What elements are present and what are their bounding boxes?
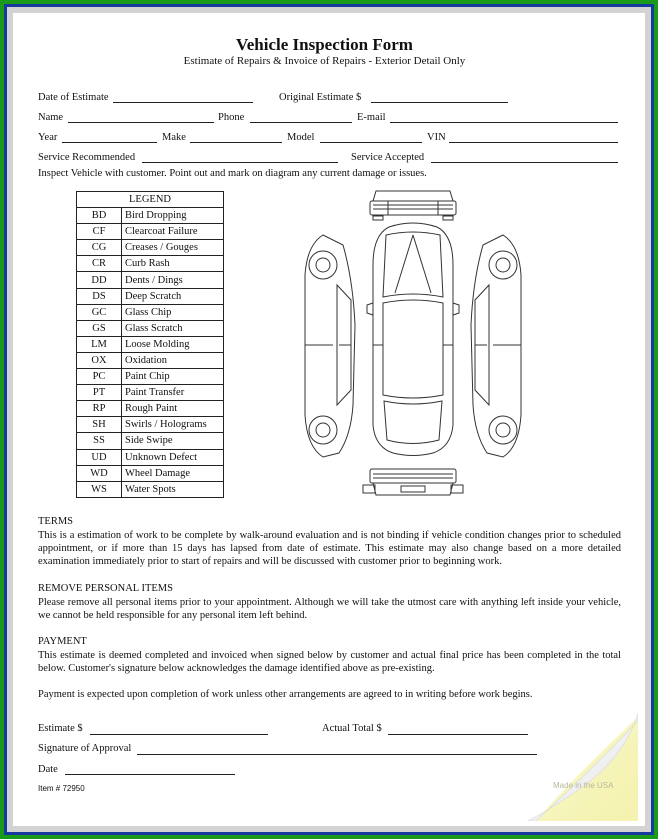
car-front-view xyxy=(370,191,456,220)
legend-code: SH xyxy=(77,417,122,433)
legend-row xyxy=(77,449,224,465)
legend-desc: Unknown Defect xyxy=(122,449,224,465)
legend-row xyxy=(77,224,224,240)
remove-items-heading: REMOVE PERSONAL ITEMS xyxy=(38,583,173,594)
original-estimate-field[interactable] xyxy=(371,102,508,103)
legend-code: WD xyxy=(77,465,122,481)
payment-note: Payment is expected upon completion of work unless other arrangements are agreed to in writing before work begins. xyxy=(38,689,533,700)
car-top-view xyxy=(367,223,459,456)
terms-text: This is a estimation of work to be complete by walk-around evaluation and is not binding if vehicle condition changes prior to scheduled appointment, or if more than 15 days has lapsed from date of estimate. This estimate may also change based on a more detailed examination immediately prior to start of repairs and will be discussed with customer prior to beginning work. xyxy=(38,530,621,568)
actual-total-field[interactable] xyxy=(388,734,528,735)
year-label: Year xyxy=(38,132,58,143)
email-label: E-mail xyxy=(357,112,386,123)
vin-label: VIN xyxy=(427,132,446,143)
legend-code: SS xyxy=(77,433,122,449)
actual-total-label: Actual Total $ xyxy=(322,723,382,734)
legend-desc: Paint Transfer xyxy=(122,385,224,401)
legend-table xyxy=(76,191,224,498)
legend-code: CR xyxy=(77,256,122,272)
legend-desc: Loose Molding xyxy=(122,336,224,352)
legend-desc: Glass Chip xyxy=(122,304,224,320)
service-recommended-label: Service Recommended xyxy=(38,152,136,163)
payment-text: This estimate is deemed completed and invoiced when signed below by customer and actual final price has been completed in the total below. Customer's signature below acknowledges the damage identified above as pre-existing. xyxy=(38,650,621,675)
date-of-estimate-label: Date of Estimate xyxy=(38,92,109,103)
legend-code: LM xyxy=(77,336,122,352)
year-field[interactable] xyxy=(62,142,157,143)
legend-desc: Deep Scratch xyxy=(122,288,224,304)
legend-code: CG xyxy=(77,240,122,256)
form-subtitle: Estimate of Repairs & Invoice of Repairs - Exterior Detail Only xyxy=(183,55,466,67)
legend-row xyxy=(77,417,224,433)
legend-desc: Oxidation xyxy=(122,352,224,368)
legend-desc: Bird Dropping xyxy=(122,208,224,224)
legend-desc: Curb Rash xyxy=(122,256,224,272)
service-accepted-label: Service Accepted xyxy=(351,152,425,163)
legend-row xyxy=(77,336,224,352)
make-label: Make xyxy=(162,132,186,143)
legend-row xyxy=(77,465,224,481)
item-number: Item # 72950 xyxy=(38,784,85,793)
legend-row xyxy=(77,304,224,320)
form-title: Vehicle Inspection Form xyxy=(236,35,413,54)
name-label: Name xyxy=(38,112,64,123)
legend-row xyxy=(77,208,224,224)
legend-desc: Creases / Gouges xyxy=(122,240,224,256)
inspect-instruction: Inspect Vehicle with customer. Point out and mark on diagram any current damage or issues. xyxy=(38,168,427,179)
vin-field[interactable] xyxy=(449,142,618,143)
legend-code: OX xyxy=(77,352,122,368)
legend-code: DD xyxy=(77,272,122,288)
service-recommended-field[interactable] xyxy=(142,162,338,163)
legend-row xyxy=(77,320,224,336)
legend-desc: Paint Chip xyxy=(122,369,224,385)
legend-desc: Dents / Dings xyxy=(122,272,224,288)
legend-row xyxy=(77,369,224,385)
date-of-estimate-field[interactable] xyxy=(113,102,253,103)
legend-row xyxy=(77,240,224,256)
car-left-side-view xyxy=(305,235,355,457)
legend-code: CF xyxy=(77,224,122,240)
legend-desc: Side Swipe xyxy=(122,433,224,449)
estimate-label: Estimate $ xyxy=(38,723,83,734)
legend-title: LEGEND xyxy=(77,192,224,208)
legend-code: UD xyxy=(77,449,122,465)
car-rear-view xyxy=(363,469,463,495)
legend-row xyxy=(77,433,224,449)
legend-desc: Glass Scratch xyxy=(122,320,224,336)
form-page xyxy=(13,13,636,819)
remove-items-text: Please remove all personal items prior to your appointment. Although we will take the utmost care with anything left inside your vehicle, we cannot be held responsible for any personal item left behind. xyxy=(38,597,621,622)
legend-row xyxy=(77,256,224,272)
make-field[interactable] xyxy=(190,142,282,143)
legend-row xyxy=(77,385,224,401)
legend-code: RP xyxy=(77,401,122,417)
payment-heading: PAYMENT xyxy=(38,636,87,647)
legend-desc: Wheel Damage xyxy=(122,465,224,481)
car-damage-diagram[interactable] xyxy=(293,185,533,505)
date-label: Date xyxy=(38,764,58,775)
legend-desc: Swirls / Holograms xyxy=(122,417,224,433)
page-curl-copies xyxy=(528,713,638,821)
legend-desc: Clearcoat Failure xyxy=(122,224,224,240)
legend-code: GC xyxy=(77,304,122,320)
date-field[interactable] xyxy=(65,774,235,775)
made-in-usa-text: Made in the USA xyxy=(553,781,614,790)
email-field[interactable] xyxy=(390,122,618,123)
signature-label: Signature of Approval xyxy=(38,743,132,754)
legend-row xyxy=(77,481,224,497)
legend-code: GS xyxy=(77,320,122,336)
estimate-field[interactable] xyxy=(90,734,268,735)
phone-label: Phone xyxy=(218,112,245,123)
legend-desc: Water Spots xyxy=(122,481,224,497)
car-right-side-view xyxy=(471,235,521,457)
original-estimate-label: Original Estimate $ xyxy=(279,92,362,103)
model-label: Model xyxy=(287,132,315,143)
legend-row xyxy=(77,272,224,288)
legend-row xyxy=(77,401,224,417)
signature-field[interactable] xyxy=(137,754,537,755)
legend-row xyxy=(77,352,224,368)
service-accepted-field[interactable] xyxy=(431,162,618,163)
terms-heading: TERMS xyxy=(38,516,74,527)
model-field[interactable] xyxy=(320,142,422,143)
legend-code: PT xyxy=(77,385,122,401)
legend-code: DS xyxy=(77,288,122,304)
legend-code: WS xyxy=(77,481,122,497)
phone-field[interactable] xyxy=(250,122,352,123)
legend-code: BD xyxy=(77,208,122,224)
legend-code: PC xyxy=(77,369,122,385)
name-field[interactable] xyxy=(68,122,214,123)
legend-row xyxy=(77,288,224,304)
legend-desc: Rough Paint xyxy=(122,401,224,417)
